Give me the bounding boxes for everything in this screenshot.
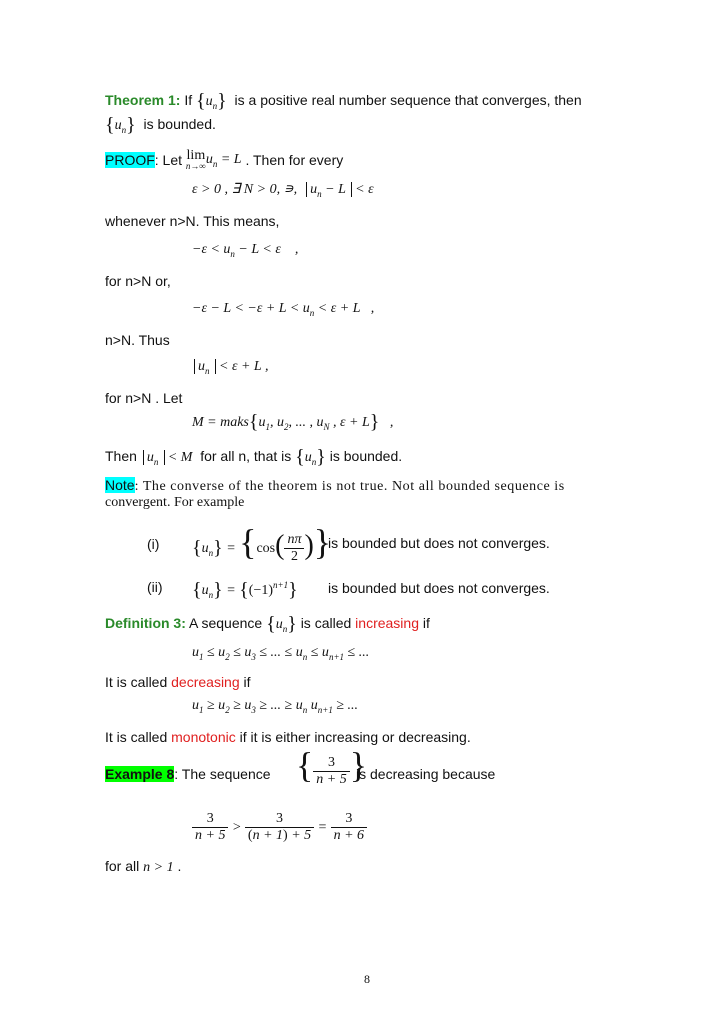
monotonic-word: monotonic xyxy=(171,729,236,745)
theorem-line-1 xyxy=(105,91,582,115)
page-number: 8 xyxy=(364,972,370,986)
increasing-chain: $u_1 \le u_2 \le u_3$ ≤ ... ≤ $u_n \le u_{n+1}$ ≤ ... xyxy=(192,645,370,662)
math-ineq-2: $-\varepsilon - L < -\varepsilon + L < u_n < \varepsilon + L$ , xyxy=(192,301,375,318)
monotonic-line xyxy=(105,728,471,746)
whenever-line: whenever n>N. This means, xyxy=(105,213,280,229)
dec-pre: It is called xyxy=(105,674,168,690)
then-text-3: is bounded. xyxy=(329,448,403,464)
example-i-math: $\{u_n\} = \{\cos$( $\frac{n\pi}{2}$ )} xyxy=(192,522,332,565)
note-text-1: : The converse of the theorem is not true. Not all bounded sequence is xyxy=(134,479,565,494)
lim-sub: n→∞ xyxy=(185,161,206,171)
definition-line: Definition 3: A sequence $\{u_n\}$ is called increasing if xyxy=(105,613,430,635)
proof-line: PROOF: Let lim n→∞ $u_n = L$ . Then for every xyxy=(105,148,344,171)
example-text-2: is decreasing because xyxy=(356,766,496,782)
decreasing-chain: $u_1 \ge u_2 \ge u_3$ ≥ ... ≥ $u_n$ $u_{n+1}$ ≥ ... xyxy=(192,698,359,715)
proof-text-2: . Then for every xyxy=(245,152,344,168)
forall-text: for all xyxy=(105,858,140,874)
theorem-text-3: is bounded. xyxy=(143,116,216,132)
for-n-let-line: for n>N . Let xyxy=(105,390,183,406)
theorem-line-2 xyxy=(105,115,216,139)
nN-thus-line: n>N. Thus xyxy=(105,332,170,348)
example-8-sequence: { $\frac{3}{n + 5}$ } xyxy=(296,745,368,788)
definition-label: Definition 3: xyxy=(105,615,186,631)
definition-text-2: is called xyxy=(300,615,352,631)
definition-text-1: A sequence xyxy=(189,615,263,631)
note-label: Note xyxy=(105,477,135,493)
example-i-label: (i) xyxy=(147,536,160,552)
mono-pre: It is called xyxy=(105,729,168,745)
then-text-2: for all n, that is xyxy=(200,448,292,464)
then-line: Then $u_n < M$ for all n, that is $\{u_n\}$ is bounded. xyxy=(105,446,403,468)
note-line-2: convergent. For example xyxy=(105,495,245,510)
theorem-label: Theorem 1: xyxy=(105,92,181,108)
math-max: $M = maks\{u_1$, $u_2$, ... , $u_N$ , ε + L} , xyxy=(192,411,394,433)
dec-post: if xyxy=(243,674,251,690)
decreasing-word: decreasing xyxy=(171,674,240,690)
example-text-1: : The sequence xyxy=(174,766,271,782)
increasing-word: increasing xyxy=(355,615,419,631)
math-ineq-1: $-\varepsilon < u_n - L < \varepsilon$ , xyxy=(192,242,299,259)
example-ii-label: (ii) xyxy=(147,579,163,595)
then-text-1: Then xyxy=(105,448,137,464)
theorem-text-1: If xyxy=(184,92,193,108)
math-ineq-3: $u_n < \varepsilon + L$ , xyxy=(192,358,268,380)
example-ii-text: is bounded but does not converges. xyxy=(328,580,550,596)
theorem-text-2: is a positive real number sequence that converges, then xyxy=(234,92,582,108)
math-un: $\{u_n\}$ xyxy=(196,90,227,112)
limit-expression xyxy=(186,150,206,171)
math-un: $\{u_n\}$ xyxy=(105,114,136,136)
mono-post: if it is either increasing or decreasing. xyxy=(239,729,471,745)
proof-label: PROOF xyxy=(105,152,155,168)
example-8-inequality: $\frac{3}{n + 5}$ > $\frac{3}{(n + 1) + 5}$ = $\frac{3}{n + 6}$ xyxy=(192,808,367,848)
note-line-1 xyxy=(105,476,642,496)
decreasing-line xyxy=(105,673,251,691)
example-ii-math: $\{u_n\} = \{(-1)^{n+1}\}$ xyxy=(192,579,298,601)
lim-word: lim xyxy=(186,148,206,163)
proof-text-1: : Let xyxy=(154,152,183,168)
example-label: Example 8 xyxy=(105,766,175,782)
for-n-or-line: for n>N or, xyxy=(105,273,171,289)
math-epsilon-line: ε > 0 , ∃ N > 0, ∍, $u_n - L < \varepsilon$ xyxy=(192,182,374,199)
example-8-line xyxy=(105,765,271,783)
forall-line: for all n > 1 . xyxy=(105,858,182,875)
example-i-text: is bounded but does not converges. xyxy=(328,535,550,551)
definition-text-3: if xyxy=(422,615,430,631)
